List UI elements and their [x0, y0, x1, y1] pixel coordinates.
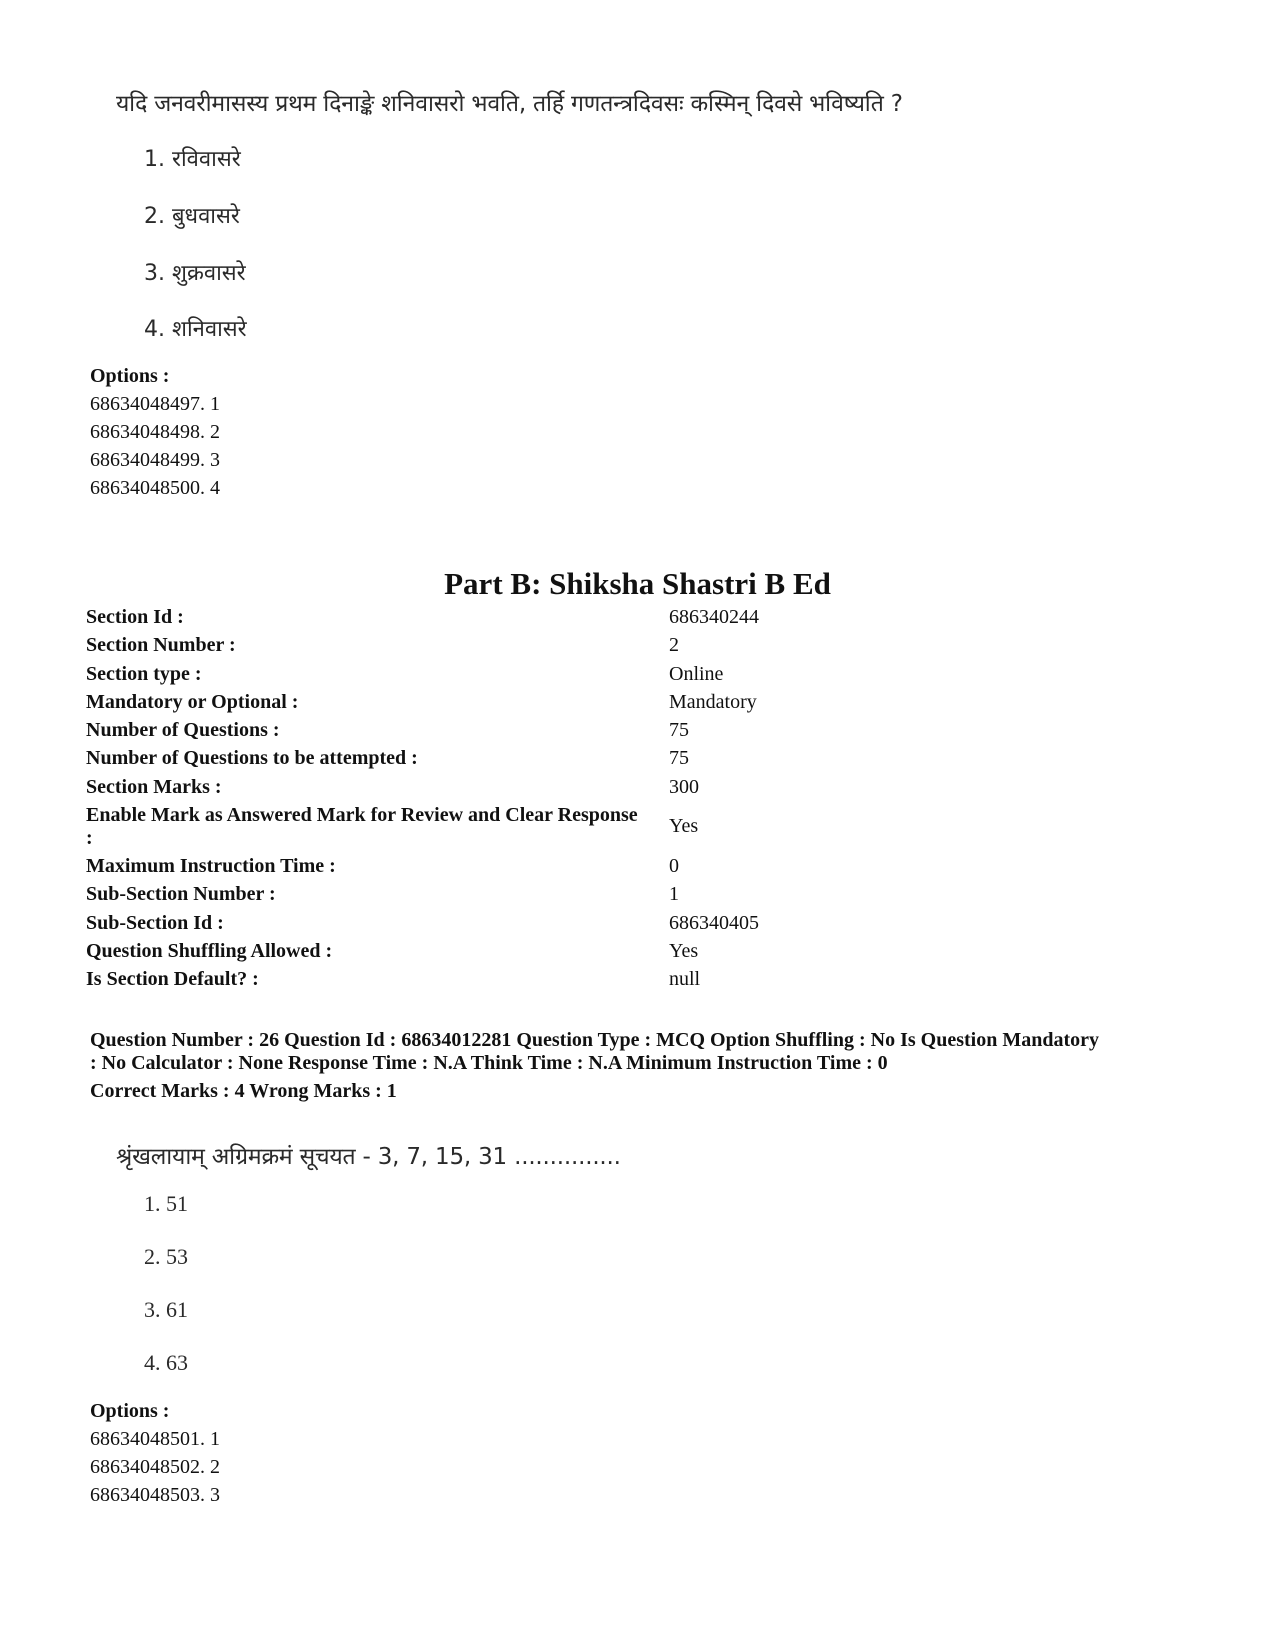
- question-25-choice-2: 2. बुधवासरे: [144, 204, 240, 229]
- part-title: Part B: Shiksha Shastri B Ed: [444, 566, 831, 601]
- question-25-option-3: 68634048499. 3: [90, 449, 220, 471]
- questions-to-attempt-value: 75: [669, 747, 689, 769]
- enable-mark-label: Enable Mark as Answered Mark for Review and Clear Response: [86, 804, 638, 826]
- question-25-text: यदि जनवरीमासस्य प्रथम दिनाङ्के शनिवासरो भवति, तर्हि गणतन्त्रदिवसः कस्मिन् दिवसे भविष्यति ?: [116, 91, 903, 117]
- section-default-label: Is Section Default? :: [86, 968, 259, 990]
- section-type-value: Online: [669, 663, 724, 685]
- enable-mark-label-colon: :: [86, 827, 93, 849]
- question-25-option-2: 68634048498. 2: [90, 421, 220, 443]
- question-26-meta-line-1: Question Number : 26 Question Id : 68634012281 Question Type : MCQ Option Shuffling : No Is Question Mandatory: [90, 1029, 1099, 1051]
- question-26-marks-line: Correct Marks : 4 Wrong Marks : 1: [90, 1080, 397, 1102]
- question-26-text: श्रृंखलायाम् अग्रिमक्रमं सूचयत - 3, 7, 15, 31 ...............: [116, 1144, 621, 1170]
- question-shuffling-label: Question Shuffling Allowed :: [86, 940, 333, 962]
- max-instruction-time-label: Maximum Instruction Time :: [86, 855, 336, 877]
- question-26-option-3: 68634048503. 3: [90, 1484, 220, 1506]
- max-instruction-time-value: 0: [669, 855, 679, 877]
- question-25-choice-4: 4. शनिवासरे: [144, 317, 247, 342]
- section-default-value: null: [669, 968, 701, 990]
- question-26-choice-2: 2. 53: [144, 1244, 188, 1269]
- section-marks-value: 300: [669, 776, 699, 798]
- question-26-option-1: 68634048501. 1: [90, 1428, 220, 1450]
- number-of-questions-value: 75: [669, 719, 689, 741]
- question-25-option-4: 68634048500. 4: [90, 477, 220, 499]
- question-26-option-2: 68634048502. 2: [90, 1456, 220, 1478]
- section-number-label: Section Number :: [86, 634, 236, 656]
- sub-section-id-value: 686340405: [669, 912, 759, 934]
- question-25-choice-3: 3. शुक्रवासरे: [144, 261, 246, 286]
- question-26-options-label: Options :: [90, 1400, 170, 1422]
- section-type-label: Section type :: [86, 663, 202, 685]
- question-26-choice-1: 1. 51: [144, 1191, 188, 1216]
- question-25-options-label: Options :: [90, 365, 170, 387]
- enable-mark-value: Yes: [669, 815, 699, 837]
- sub-section-id-label: Sub-Section Id :: [86, 912, 224, 934]
- number-of-questions-label: Number of Questions :: [86, 719, 280, 741]
- questions-to-attempt-label: Number of Questions to be attempted :: [86, 747, 418, 769]
- mandatory-optional-value: Mandatory: [669, 691, 757, 713]
- sub-section-number-value: 1: [669, 883, 679, 905]
- question-25-choice-1: 1. रविवासरे: [144, 147, 241, 172]
- sub-section-number-label: Sub-Section Number :: [86, 883, 276, 905]
- section-id-label: Section Id :: [86, 606, 184, 628]
- section-id-value: 686340244: [669, 606, 759, 628]
- question-25-option-1: 68634048497. 1: [90, 393, 220, 415]
- mandatory-optional-label: Mandatory or Optional :: [86, 691, 299, 713]
- section-marks-label: Section Marks :: [86, 776, 222, 798]
- question-shuffling-value: Yes: [669, 940, 699, 962]
- question-26-meta-line-2: : No Calculator : None Response Time : N.A Think Time : N.A Minimum Instruction Time : 0: [90, 1052, 888, 1074]
- question-26-choice-4: 4. 63: [144, 1350, 188, 1375]
- section-number-value: 2: [669, 634, 679, 656]
- question-26-choice-3: 3. 61: [144, 1297, 188, 1322]
